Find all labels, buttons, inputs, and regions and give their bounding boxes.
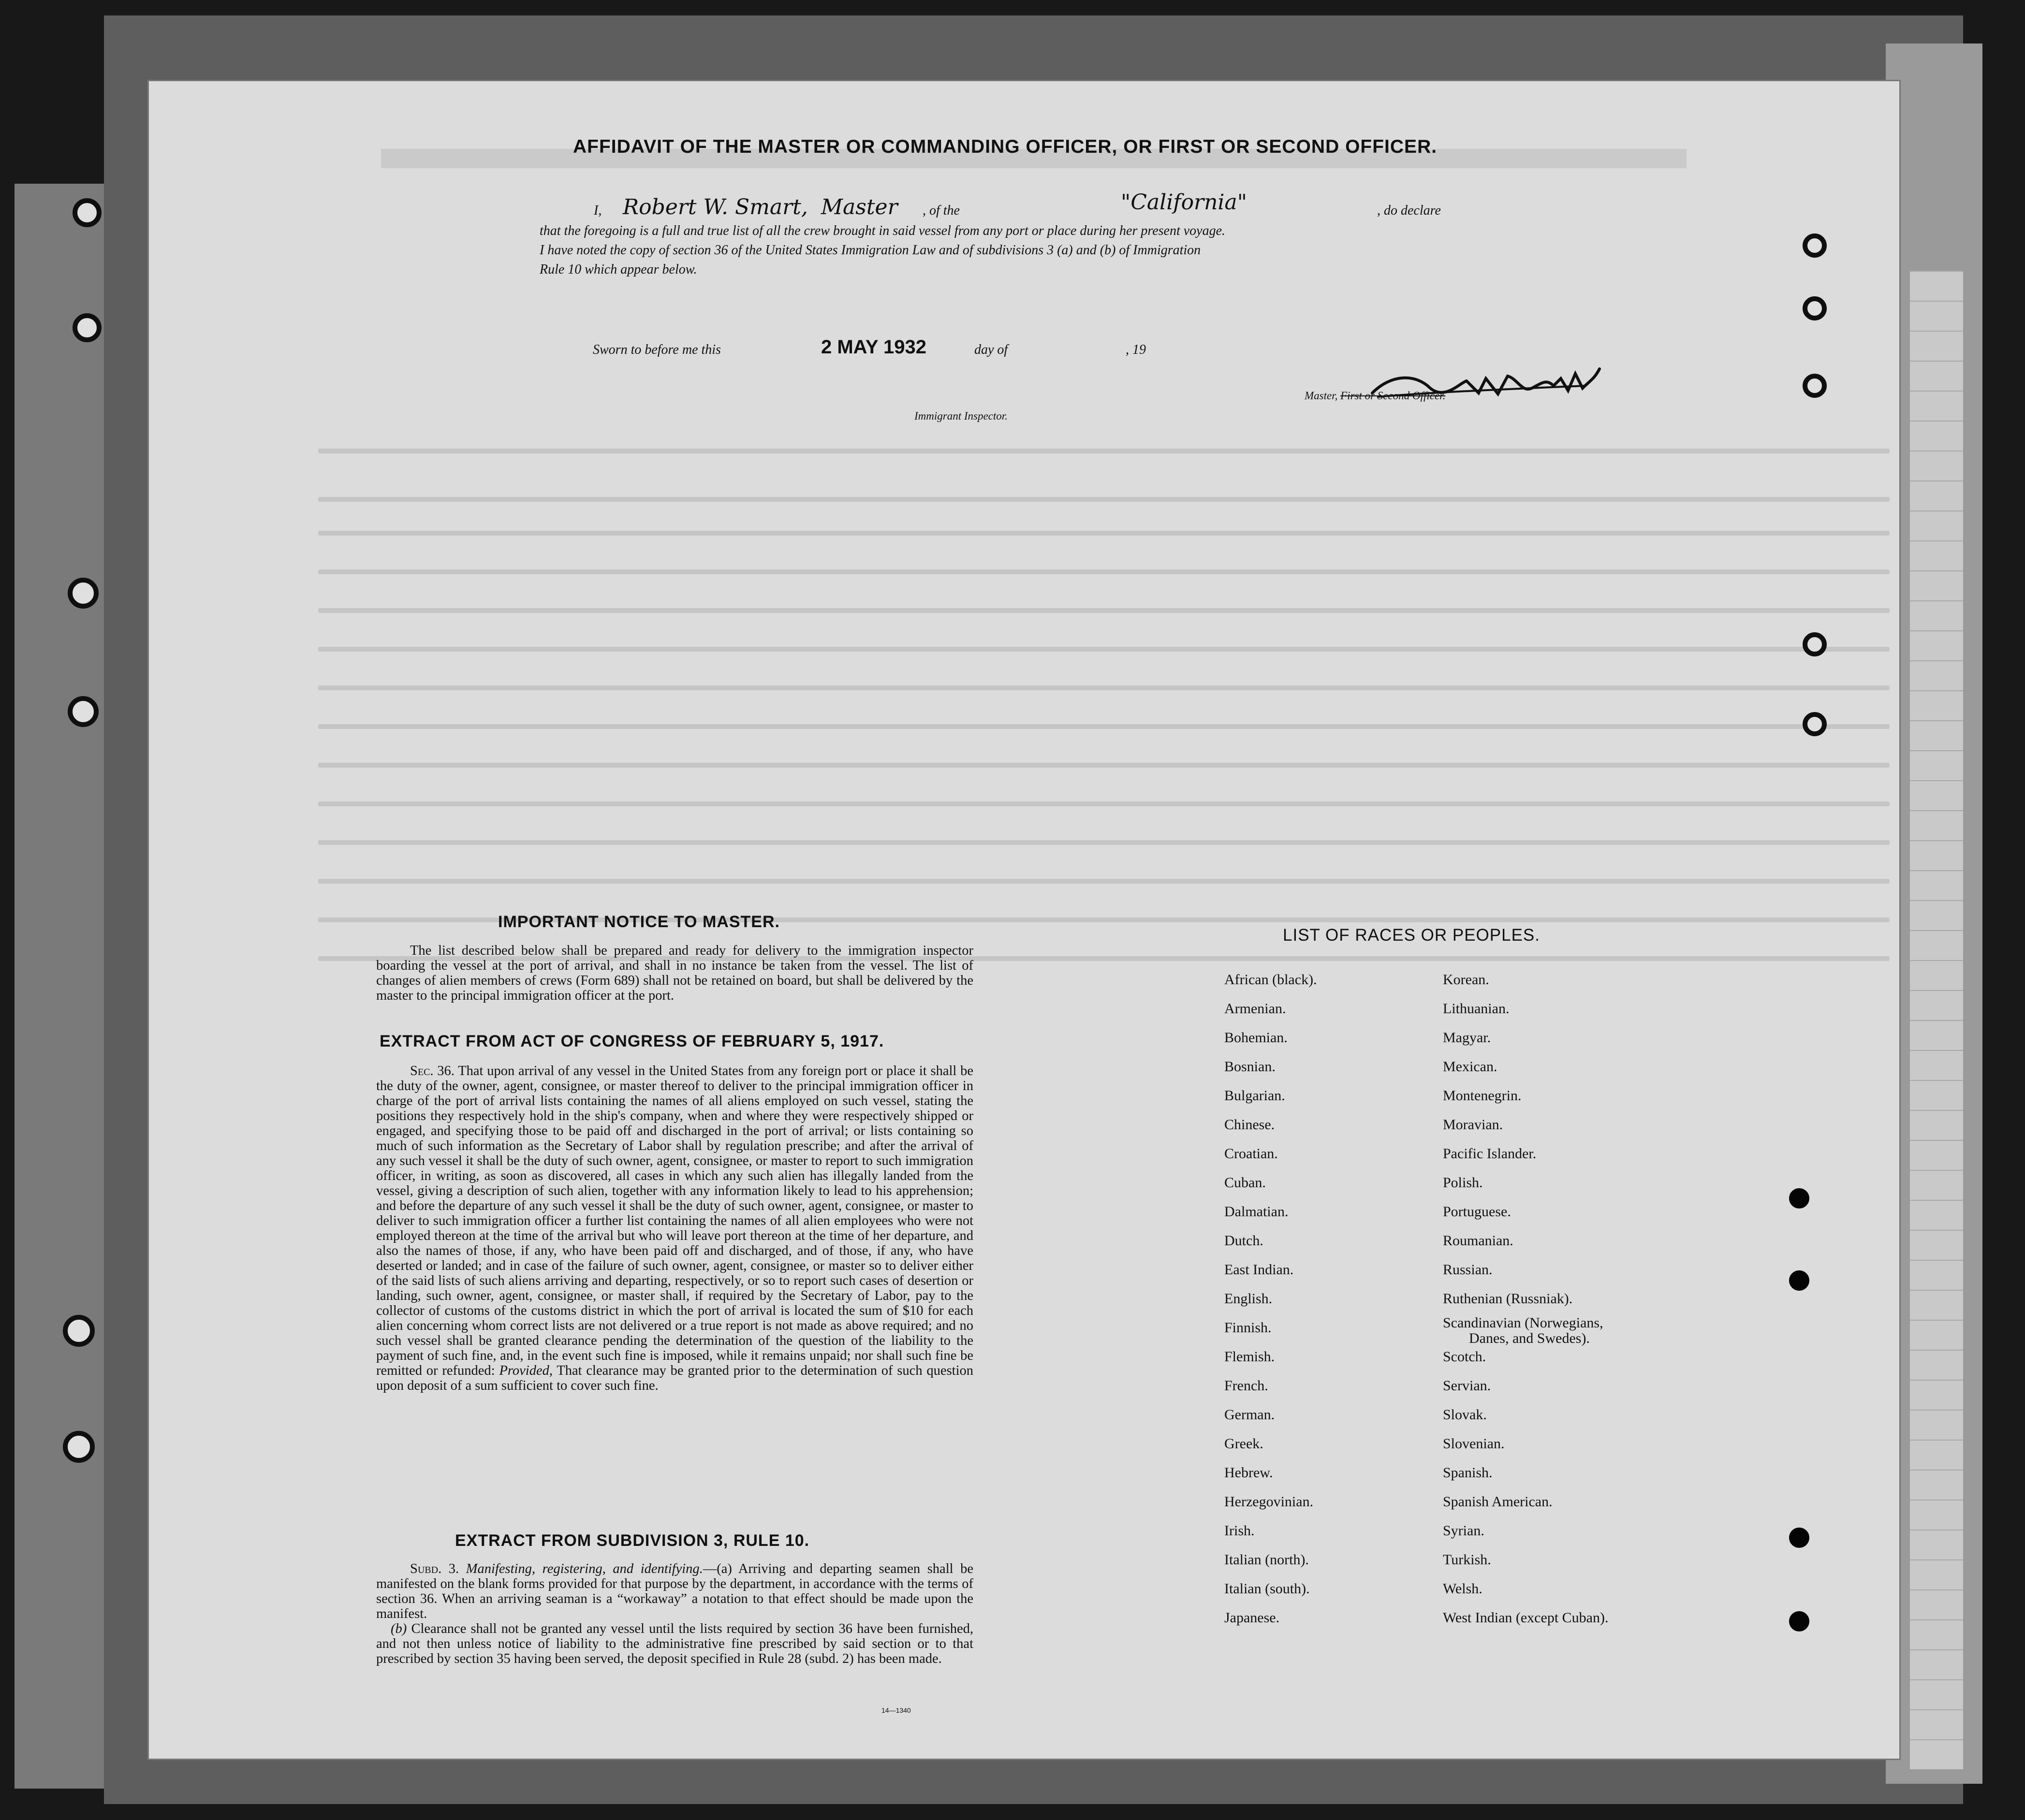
master-title-handwritten: Master	[821, 195, 898, 219]
race-item: Hebrew.	[1224, 1465, 1273, 1481]
race-item: Roumanian.	[1443, 1233, 1513, 1249]
race-item: English.	[1224, 1291, 1273, 1307]
signature-caption-prefix: Master,	[1305, 390, 1338, 402]
master-name-handwritten: Robert W. Smart,	[623, 195, 808, 219]
section-label: Sec. 36.	[410, 1063, 455, 1078]
race-item: Italian (south).	[1224, 1581, 1310, 1597]
binder-hole	[63, 1431, 95, 1463]
vessel-name-handwritten: "California"	[1121, 190, 1247, 215]
bleed-through-background	[149, 81, 1899, 1759]
race-item: Portuguese.	[1443, 1204, 1511, 1220]
race-item: Scandinavian (Norwegians,	[1443, 1315, 1603, 1331]
inspector-caption: Immigrant Inspector.	[914, 410, 1008, 422]
section-36-body: That upon arrival of any vessel in the United States from any foreign port or place it shall be the duty of the owner, agent, consignee, or master thereof to deliver to the principal immigration officer in charge of the port of arrival lists containing the names of all aliens employed on such vessel, stating the positions they respectively hold in the ship's company, when and where they were respectively shipped or engaged, and specifying those to be paid off and discharged in the port of arrival; or lists containing so much of such information as the Secretary of Labor shall by regulation prescribe; and after the arrival of any such vessel it shall be the duty of such owner, agent, consignee, or master to report to such immigration officer, in writing, as soon as discovered, all cases in which any such alien has illegally landed from the vessel, giving a description of such alien, together with any information likely to lead to his apprehension; and before the departure of any such vessel it shall be the duty of such owner, agent, consignee, or master to deliver to such immigration officer a further list containing the names of all alien employees who were not employed thereon at the time of the arrival but who will leave port thereon at the time of her departure, and also the names of those, if any, who have been paid off and discharged, and of those, if any, who have deserted or landed; and in case of the failure of such owner, agent, consignee, or master so to deliver either of the said lists of such aliens arriving and departing, respectively, or so to report such cases of desertion or landing, such owner, agent, consignee, or master shall, if required by the Secretary of Labor, pay to the collector of customs of the customs district in which the port of arrival is located the sum of $10 for each alien concerning whom correct lists are not delivered or a true report is not made as above required; and no such vessel shall be granted clearance pending the determination of the question of the liability to the payment of such fine, and, in the event such fine is imposed, while it remains unpaid; nor shall such fine be remitted or refunded:	[376, 1063, 973, 1378]
affidavit-heading: AFFIDAVIT OF THE MASTER OR COMMANDING OFFICER, OR FIRST OR SECOND OFFICER.	[573, 136, 1438, 157]
race-item: Mexican.	[1443, 1059, 1497, 1075]
race-item: Montenegrin.	[1443, 1088, 1522, 1104]
subd-para-b-label: (b)	[391, 1621, 407, 1636]
race-item: Scotch.	[1443, 1349, 1486, 1365]
races-heading: LIST OF RACES OR PEOPLES.	[1283, 926, 1541, 945]
race-item: Finnish.	[1224, 1320, 1272, 1336]
race-item: Bosnian.	[1224, 1059, 1276, 1075]
race-item: Armenian.	[1224, 1001, 1286, 1017]
provided-body: That clearance may be granted prior to the determination of such question upon deposit of a sum sufficient to cover such fine.	[376, 1363, 973, 1393]
race-item: Chinese.	[1224, 1117, 1275, 1133]
race-item: East Indian.	[1224, 1262, 1294, 1278]
binder-hole	[68, 696, 99, 727]
binder-hole	[73, 313, 102, 342]
race-item: Danes, and Swedes).	[1469, 1330, 1590, 1346]
sworn-year: , 19	[1126, 342, 1146, 357]
race-item: Ruthenian (Russniak).	[1443, 1291, 1573, 1307]
subd-para-b: Clearance shall not be granted any vessel until the lists required by section 36 have been furnished, and not then unless notice of liability to the administrative fine prescribed by said section or to that prescribed by section 35 having been served, the deposit specified in Rule 28 (subd. 2) has been made.	[376, 1621, 973, 1666]
binder-hole	[1803, 632, 1827, 656]
binder-hole	[1789, 1528, 1809, 1548]
race-item: Bulgarian.	[1224, 1088, 1285, 1104]
race-item: Cuban.	[1224, 1175, 1266, 1191]
race-item: Bohemian.	[1224, 1030, 1288, 1046]
race-item: West Indian (except Cuban).	[1443, 1610, 1609, 1626]
race-item: Servian.	[1443, 1378, 1491, 1394]
race-item: Moravian.	[1443, 1117, 1503, 1133]
race-item: Japanese.	[1224, 1610, 1280, 1626]
race-item: Polish.	[1443, 1175, 1483, 1191]
race-item: Korean.	[1443, 972, 1489, 988]
ledger-sheet-edge	[1910, 271, 1963, 1769]
race-item: Welsh.	[1443, 1581, 1482, 1597]
affidavit-line-3: I have noted the copy of section 36 of the United States Immigration Law and of subdivisions 3 (a) and (b) of Immigration	[540, 243, 1201, 258]
race-item: French.	[1224, 1378, 1268, 1394]
race-item: Slovak.	[1443, 1407, 1487, 1423]
race-item: Lithuanian.	[1443, 1001, 1510, 1017]
sworn-prefix: Sworn to before me this	[593, 342, 721, 357]
affidavit-line-4: Rule 10 which appear below.	[540, 262, 697, 277]
extract-act-text	[376, 1063, 973, 1393]
subd-title: Manifesting, registering, and identifying.	[466, 1561, 703, 1576]
subd-para-a: —(a) Arriving and departing seamen shall be manifested on the blank forms provided for that purpose by the department, in accordance with the terms of section 36. When an arriving seaman is a “workaway” a notation to that effect should be made upon the manifest.	[376, 1561, 974, 1621]
notice-heading: IMPORTANT NOTICE TO MASTER.	[498, 913, 780, 931]
race-item: Slovenian.	[1443, 1436, 1505, 1452]
extract-act-heading: EXTRACT FROM ACT OF CONGRESS OF FEBRUARY 5, 1917.	[380, 1032, 884, 1050]
race-item: Turkish.	[1443, 1552, 1491, 1568]
binder-hole	[73, 198, 102, 227]
affidavit-line-1-of: , of the	[923, 203, 960, 218]
race-item: African (black).	[1224, 972, 1317, 988]
provided-label: Provided,	[499, 1363, 553, 1378]
race-item: Italian (north).	[1224, 1552, 1309, 1568]
date-stamp: 2 MAY 1932	[821, 336, 926, 358]
race-item: Greek.	[1224, 1436, 1263, 1452]
race-item: Pacific Islander.	[1443, 1146, 1537, 1162]
binder-hole	[1803, 296, 1827, 320]
race-item: Spanish American.	[1443, 1494, 1553, 1510]
binder-hole	[68, 578, 99, 609]
signature-caption	[1305, 390, 1445, 402]
affidavit-line-1-suffix: , do declare	[1377, 203, 1441, 218]
binder-hole	[1803, 233, 1827, 258]
manifest-page	[149, 81, 1899, 1759]
binder-hole	[1789, 1188, 1809, 1208]
binder-hole	[1789, 1270, 1809, 1291]
race-item: Flemish.	[1224, 1349, 1275, 1365]
binder-hole	[1803, 374, 1827, 398]
signature-caption-struck: First or Second Officer.	[1340, 390, 1446, 402]
binder-hole	[63, 1315, 95, 1347]
notice-body: The list described below shall be prepared and ready for delivery to the immigration inspector boarding the vessel at the port of arrival, and shall in no instance be taken from the vessel. The list of changes of alien members of crews (Form 689) shall not be retained on board, but shall be delivered by the master to the principal immigration officer at the port.	[376, 943, 973, 1003]
race-item: Russian.	[1443, 1262, 1493, 1278]
binder-hole	[1789, 1611, 1809, 1631]
affidavit-line-1-prefix: I,	[594, 203, 602, 218]
race-item: Magyar.	[1443, 1030, 1491, 1046]
race-item: German.	[1224, 1407, 1275, 1423]
race-item: Croatian.	[1224, 1146, 1278, 1162]
race-item: Syrian.	[1443, 1523, 1484, 1539]
extract-rule-text	[376, 1561, 973, 1666]
race-item: Dalmatian.	[1224, 1204, 1289, 1220]
race-item: Dutch.	[1224, 1233, 1263, 1249]
race-item: Irish.	[1224, 1523, 1255, 1539]
notice-text	[376, 943, 973, 1003]
affidavit-line-2: that the foregoing is a full and true list of all the crew brought in said vessel from any port or place during her present voyage.	[540, 223, 1226, 238]
extract-rule-heading: EXTRACT FROM SUBDIVISION 3, RULE 10.	[455, 1531, 810, 1550]
binder-hole	[1803, 712, 1827, 736]
race-item: Herzegovinian.	[1224, 1494, 1314, 1510]
subd-label: Subd. 3.	[410, 1561, 459, 1576]
sworn-day-of: day of	[974, 342, 1008, 357]
form-number: 14—1340	[881, 1706, 911, 1714]
race-item: Spanish.	[1443, 1465, 1493, 1481]
